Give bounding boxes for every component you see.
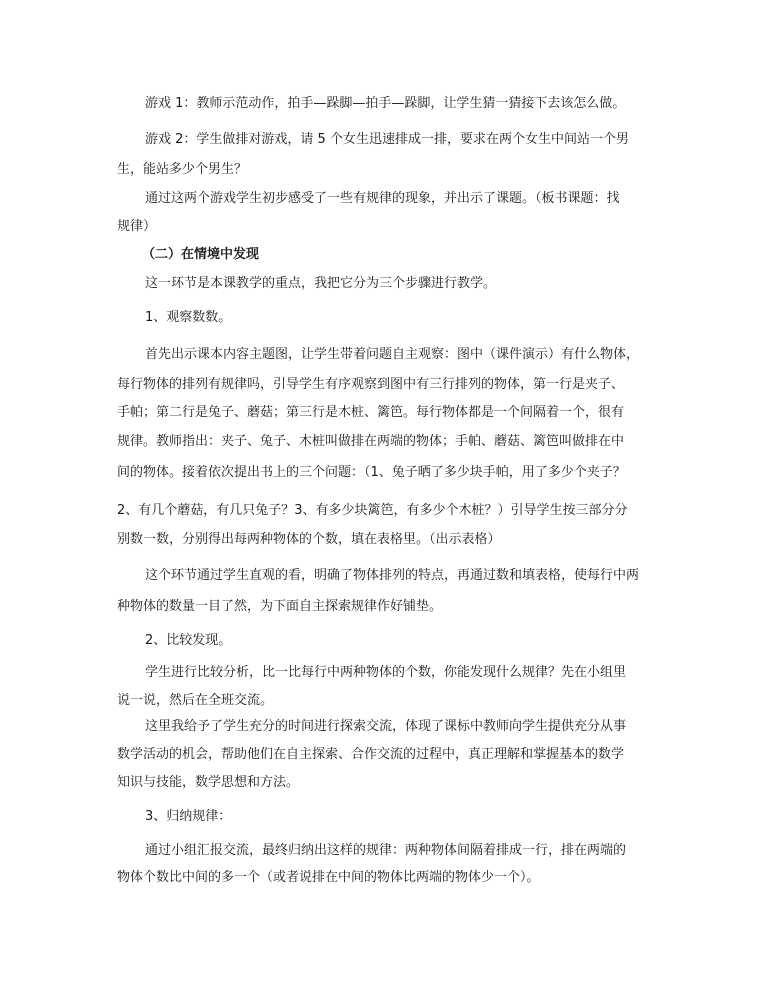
paragraph-step-2-line-2: 说一说，然后在全班交流。: [117, 693, 274, 708]
paragraph-reflection-2-line-3: 知识与技能，数学思想和方法。: [117, 775, 300, 790]
paragraph-reflection-1-line-1: 这个环节通过学生直观的看，明确了物体排列的特点，再通过数和填表格，使每行中两: [145, 568, 640, 583]
paragraph-summary-line-2: 规律）: [117, 219, 157, 234]
paragraph-step-1-line-4: 规律。教师指出：夹子、兔子、木桩叫做排在两端的物体；手帕、蘑菇、篱笆叫做排在中: [117, 434, 625, 449]
paragraph-game-2-line-2: 生，能站多少个男生？: [117, 162, 248, 177]
paragraph-game-2-line-1: 游戏 2：学生做排对游戏，请 5 个女生迅速排成一排，要求在两个女生中间站一个男: [145, 132, 629, 147]
paragraph-step-1-line-2: 每行物体的排列有规律吗，引导学生有序观察到图中有三行排列的物体，第一行是夹子、: [117, 377, 625, 392]
paragraph-game-1: 游戏 1：教师示范动作，拍手—跺脚—拍手—跺脚，让学生猜一猜接下去该怎么做。: [145, 96, 626, 111]
paragraph-reflection-1-line-2: 种物体的数量一目了然，为下面自主探索规律作好铺垫。: [117, 599, 443, 614]
step-3-heading: 3、归纳规律：: [145, 809, 232, 824]
paragraph-step-1-line-5: 间的物体。接着依次提出书上的三个问题：（1、兔子晒了多少块手帕，用了多少个夹子？: [117, 465, 626, 480]
paragraph-step-1-line-7: 别数一数，分别得出每两种物体的个数，填在表格里。（出示表格）: [117, 532, 501, 547]
paragraph-step-1-line-3: 手帕；第二行是兔子、蘑菇；第三行是木桩、篱笆。每行物体都是一个间隔着一个，很有: [117, 405, 625, 420]
paragraph-step-2-line-1: 学生进行比较分析，比一比每行中两种物体的个数，你能发现什么规律？先在小组里: [145, 665, 627, 680]
paragraph-step-1-line-1: 首先出示课本内容主题图，让学生带着问题自主观察：图中（课件演示）有什么物体，: [145, 347, 640, 362]
step-1-heading: 1、观察数数。: [145, 310, 232, 325]
paragraph-summary-line-1: 通过这两个游戏学生初步感受了一些有规律的现象，并出示了课题。（板书课题：找: [145, 191, 620, 206]
paragraph-step-1-line-6: 2、有几个蘑菇，有几只兔子？3、有多少块篱笆，有多少个木桩？）引导学生按三部分分: [117, 503, 628, 518]
step-2-heading: 2、比较发现。: [145, 633, 232, 648]
paragraph-reflection-2-line-1: 这里我给予了学生充分的时间进行探索交流，体现了课标中教师向学生提供充分从事: [145, 719, 627, 734]
section-heading: （二）在情境中发现: [142, 247, 260, 262]
paragraph-intro: 这一环节是本课教学的重点，我把它分为三个步骤进行教学。: [145, 276, 497, 291]
paragraph-step-3-line-2: 物体个数比中间的多一个（或者说排在中间的物体比两端的物体少一个）。: [117, 870, 540, 885]
paragraph-reflection-2-line-2: 数学活动的机会，帮助他们在自主探索、合作交流的过程中，真正理解和掌握基本的数学: [117, 747, 625, 762]
paragraph-step-3-line-1: 通过小组汇报交流，最终归纳出这样的规律：两种物体间隔着排成一行，排在两端的: [145, 843, 627, 858]
